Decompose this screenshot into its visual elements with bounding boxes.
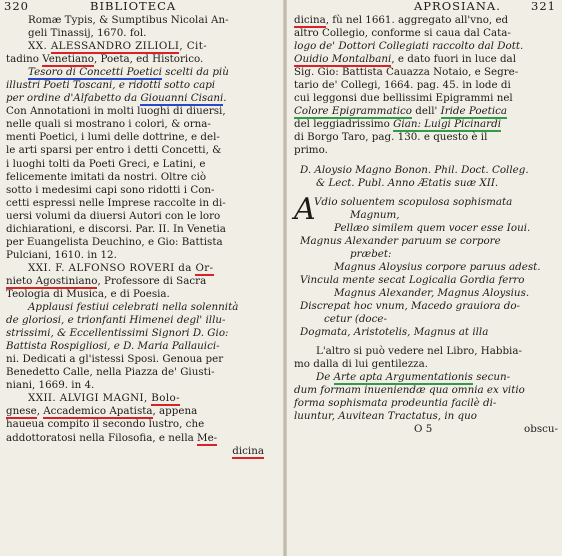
underlined-origin: Bolo- [151,392,181,405]
text-line: primo. [294,144,328,157]
signature-mark: O 5 [414,423,433,436]
text-line: strissimi, & Eccellentissimi Signori D. Gio: [6,327,229,340]
epigram-line: Dogmata, Aristotelis, Magnus at illa [300,326,489,339]
text-line: per ordine d'Alfabetto da Giouanni Cisani. [6,92,227,105]
epigram-line: Discrepat hoc vnum, Macedo grauiora do- [300,299,521,312]
text-line: dum formam inueniendæ qua omnia ex vitio [294,384,525,397]
text-line: Tesoro di Concetti Poetici scelti da più [28,66,229,79]
right-page-body [294,14,558,436]
text-line: mo dalla di lui gentilezza. [294,358,429,371]
epigram-line: Magnus Aloysius corpore paruus adest. [334,260,541,273]
underlined-discipline: dicina [294,14,326,26]
text-line: cui leggonsi due bellissimi Epigrammi nel [294,92,513,105]
text-line: de gloriosi, e trionfanti Himenei degl' illu- [6,314,226,327]
underlined-origin: nieto Agostiniano [6,274,98,287]
underlined-title: Iride Poetica [440,105,508,118]
left-page-number: 320 [4,0,29,13]
text-line: geli Tinassij, 1670. fol. [28,27,147,40]
epigram-dedication: & Lect. Publ. Anno Ætatis suæ XII. [316,176,499,189]
right-running-title: APROSIANA. [414,0,501,13]
epigram-line: Vincula mente secat Logicalia Gordia ferro [300,273,525,286]
text-line: di Borgo Taro, pag. 130. e questo è il [294,131,488,144]
underlined-author-name: Gian: Luigi Picinardi [393,118,501,131]
text-line: haueua compito il secondo lustro, che [6,418,205,431]
text-line: i luoghi tolti da Poeti Greci, e Latini, e [6,157,206,170]
underlined-title: Tesoro di Concetti Poetici [28,66,162,79]
text-line: Battista Rospigliosi, e D. Maria Pallauici- [6,340,220,353]
text-line: ni. Dedicati a gl'istessi Sposi. Genoua per [6,353,224,366]
text-line: menti Poetici, i lumi delle dottrine, e del- [6,131,220,144]
left-page-body [6,14,278,458]
epigram-line: Magnus Alexander, Magnus Aloysius. [334,286,530,299]
underlined-title: Colore Epigrammatico [294,105,412,118]
entry-heading-xx: XX. ALESSANDRO ZILIOLI, Cit- [28,40,208,53]
text-line: Colore Epigrammatico dell' Iride Poetica [294,105,508,118]
text-line: forma sophismata prodeuntia facilè di- [294,397,497,410]
text-line: per Euangelista Deuchino, e Gio: Battista [6,235,223,248]
left-running-title: BIBLIOTECA [90,0,177,13]
underlined-origin: Venetiano [42,53,94,66]
epigram-line: cetur (doce- [324,313,387,326]
catchword: obscu- [524,423,558,436]
text-line: dicina, fù nel 1661. aggregato all'vno, ed [294,14,509,26]
text-line: Sig. Gio: Battista Cauazza Notaio, e Segre- [294,66,519,79]
underlined-academy: Accademico Apatista [43,405,153,418]
text-line: Applausi festiui celebrati nella solennità [28,301,239,314]
text-line: nelle quali si mostrano i colori, & orna- [6,118,211,131]
epigram-line: Magnum, [350,208,400,221]
epigram [294,191,558,340]
text-line: le arti sparsi per entro i detti Concetti, & [6,144,222,157]
underlined-author-name: ALESSANDRO ZILIOLI [50,40,180,53]
underlined-editor: Giouanni Cisani [140,92,224,105]
underlined-catchword: dicina [232,444,264,457]
text-line: L'altro si può vedere nel Libro, Habbia- [316,345,522,358]
text-line: Ouidio Montalbani, e dato fuori in luce dal [294,53,516,66]
text-line: niani, 1669. in 4. [6,379,95,392]
underlined-title: Arte apta Argumentationis [333,371,473,384]
underlined-origin: Or- [195,261,214,274]
underlined-discipline: Me- [197,431,218,444]
text-line: Teologia di Musica, e di Poesia. [6,287,170,300]
text-line: del leggiadrissimo Gian: Luigi Picinardi [294,118,501,131]
entry-heading-xxi: XXI. F. ALFONSO ROVERI da Or- [28,261,214,274]
entry-heading-xxii: XXII. ALVIGI MAGNI, Bolo- [28,392,181,405]
text-line: nieto Agostiniano, Professore di Sacra [6,274,207,287]
text-line: Romæ Typis, & Sumptibus Nicolai An- [28,14,229,26]
right-page-number: 321 [531,0,556,13]
text-line: tario de' Collegi, 1664. pag. 45. in lode di [294,79,511,92]
text-line: De Arte apta Argumentationis secun- [316,371,511,384]
epigram-line: A Vdio soluentem scopulosa sophismata [294,191,513,227]
text-line: gnese, Accademico Apatista, appena [6,405,198,418]
text-line: dichiarationi, e discorsi. Par. II. In Venetia [6,222,226,235]
text-line: Con Annotationi in molti luoghi di diuersi, [6,105,226,118]
text-line: Benedetto Calle, nella Piazza de' Giusti- [6,366,215,379]
text-line: illustri Poeti Toscani, e ridotti sotto capi [6,79,216,92]
text-line: addottoratosi nella Filosofia, e nella Me- [6,431,218,444]
page-footer [294,423,558,436]
drop-cap: A [294,191,316,227]
right-page [286,0,562,556]
text-line: sotto i medesimi capi sono ridotti i Con- [6,183,215,196]
text-line: altro Collegio, conforme si caua dal Cata- [294,27,511,40]
epigram-line: præbet: [350,247,392,260]
text-line: tadino Venetiano, Poeta, ed Historico. [6,53,204,66]
text-line: luuntur, Auvitean Tractatus, in quo [294,410,477,423]
text-line: felicemente imitati da nostri. Oltre ciò [6,170,207,183]
epigram-line: Magnus Alexander paruum se corpore [300,234,501,247]
text-line: Pulciani, 1610. in 12. [6,248,117,261]
underlined-author-name: Ouidio Montalbani [294,53,392,66]
text-line: logo de' Dottori Collegiati raccolto dal Dott. [294,40,524,53]
text-line: cetti espressi nelle Imprese raccolte in di- [6,196,226,209]
epigram-line: Pellæo similem quem vocer esse Ioui. [334,221,531,234]
catchword [6,445,278,458]
text-line: uersi volumi da diuersi Autori con le loro [6,209,221,222]
epigram-dedication: D. Aloysio Magno Bonon. Phil. Doct. Colleg. [300,163,529,176]
underlined-origin: gnese [6,405,37,418]
